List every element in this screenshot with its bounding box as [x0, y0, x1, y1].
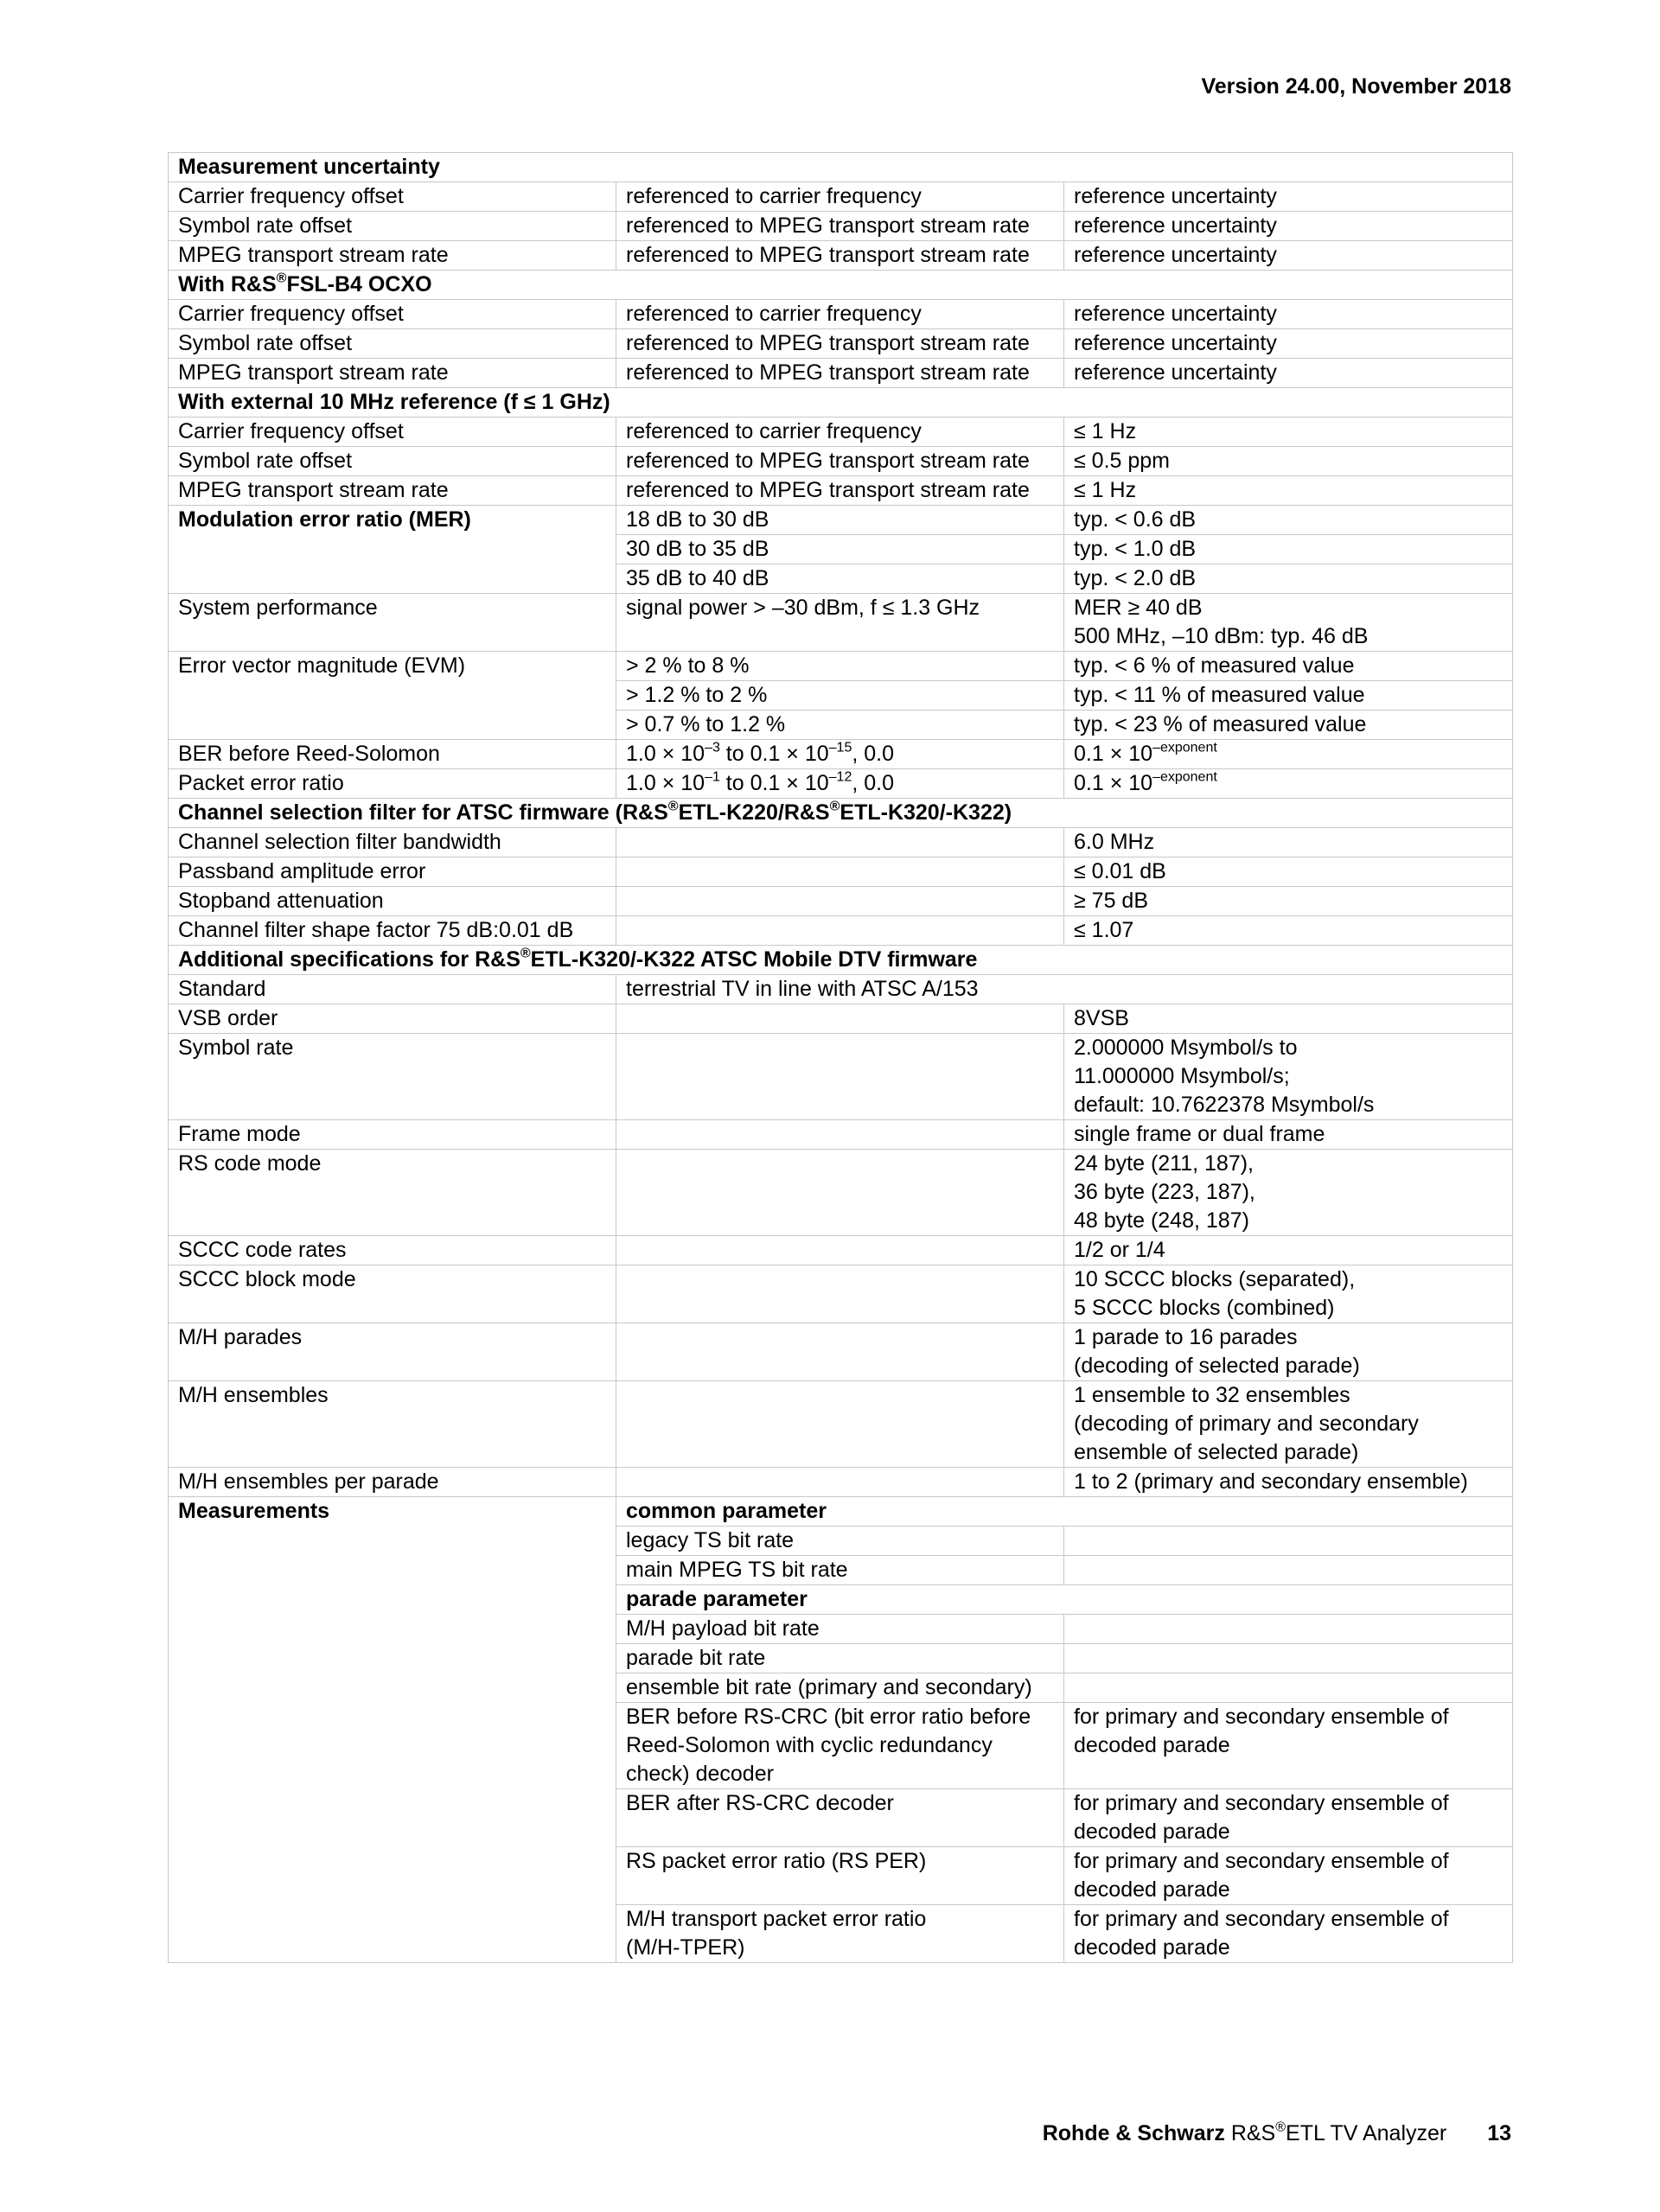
table-cell: reference uncertainty — [1064, 182, 1513, 212]
table-cell: typ. < 2.0 dB — [1064, 564, 1513, 594]
table-cell: ≤ 1.07 — [1064, 916, 1513, 946]
table-cell — [616, 1323, 1064, 1381]
table-cell: referenced to MPEG transport stream rate — [616, 212, 1064, 241]
table-cell: 10 SCCC blocks (separated), 5 SCCC blocks (combined) — [1064, 1265, 1513, 1323]
table-row — [169, 1468, 1513, 1497]
table-cell: typ. < 6 % of measured value — [1064, 652, 1513, 681]
table-row — [169, 1497, 1513, 1527]
table-row — [169, 1236, 1513, 1265]
table-cell: single frame or dual frame — [1064, 1120, 1513, 1150]
table-cell: M/H transport packet error ratio (M/H-TPER) — [616, 1905, 1064, 1963]
table-row — [169, 182, 1513, 212]
table-cell: RS packet error ratio (RS PER) — [616, 1847, 1064, 1905]
table-cell: reference uncertainty — [1064, 241, 1513, 271]
table-cell: reference uncertainty — [1064, 212, 1513, 241]
table-row — [169, 1004, 1513, 1034]
table-row — [169, 1034, 1513, 1120]
table-cell: Passband amplitude error — [169, 857, 616, 887]
table-row — [169, 1120, 1513, 1150]
table-cell: reference uncertainty — [1064, 329, 1513, 359]
table-cell: referenced to MPEG transport stream rate — [616, 359, 1064, 388]
section-header-row — [169, 799, 1513, 828]
table-cell — [616, 887, 1064, 916]
table-row — [169, 857, 1513, 887]
table-cell: reference uncertainty — [1064, 300, 1513, 329]
table-cell: ≤ 1 Hz — [1064, 418, 1513, 447]
table-cell: MPEG transport stream rate — [169, 476, 616, 506]
table-cell: for primary and secondary ensemble of decoded parade — [1064, 1789, 1513, 1847]
footer-brand: Rohde & Schwarz — [1042, 2121, 1225, 2145]
table-cell — [616, 1236, 1064, 1265]
table-cell: Error vector magnitude (EVM) — [169, 652, 616, 740]
table-cell: > 1.2 % to 2 % — [616, 681, 1064, 711]
table-cell: System performance — [169, 594, 616, 652]
table-cell: Measurements — [169, 1497, 616, 1963]
table-cell: > 0.7 % to 1.2 % — [616, 711, 1064, 740]
footer-product: R&S®ETL TV Analyzer — [1230, 2120, 1447, 2145]
table-row — [169, 1265, 1513, 1323]
table-cell: SCCC block mode — [169, 1265, 616, 1323]
table-cell — [616, 1120, 1064, 1150]
table-cell: MER ≥ 40 dB 500 MHz, –10 dBm: typ. 46 dB — [1064, 594, 1513, 652]
section-header-row — [169, 271, 1513, 300]
table-cell: $1.0 \times 10^{-1}$ to $0.1 \times 10^{-12}$, 0.0 — [616, 769, 1064, 799]
table-cell — [1064, 1615, 1513, 1644]
table-cell: MPEG transport stream rate — [169, 359, 616, 388]
table-cell: terrestrial TV in line with ATSC A/153 — [616, 975, 1513, 1004]
table-cell: referenced to carrier frequency — [616, 418, 1064, 447]
table-row — [169, 916, 1513, 946]
table-row — [169, 506, 1513, 535]
table-cell: Symbol rate offset — [169, 212, 616, 241]
table-cell: for primary and secondary ensemble of decoded parade — [1064, 1847, 1513, 1905]
table-row — [169, 652, 1513, 681]
table-cell: M/H ensembles per parade — [169, 1468, 616, 1497]
page-number: 13 — [1487, 2121, 1511, 2145]
table-cell: reference uncertainty — [1064, 359, 1513, 388]
table-row — [169, 594, 1513, 652]
table-row — [169, 975, 1513, 1004]
table-cell: Frame mode — [169, 1120, 616, 1150]
specifications-table — [168, 152, 1513, 1963]
table-cell: referenced to MPEG transport stream rate — [616, 241, 1064, 271]
table-cell: ≤ 0.5 ppm — [1064, 447, 1513, 476]
table-cell — [1064, 1673, 1513, 1703]
section-header-row — [169, 153, 1513, 182]
table-cell: typ. < 23 % of measured value — [1064, 711, 1513, 740]
table-cell: parade bit rate — [616, 1644, 1064, 1673]
table-cell: $0.1 \times 10^{-exponent}$ — [1064, 740, 1513, 769]
table-row — [169, 447, 1513, 476]
table-cell: 35 dB to 40 dB — [616, 564, 1064, 594]
table-cell: 1/2 or 1/4 — [1064, 1236, 1513, 1265]
table-cell: MPEG transport stream rate — [169, 241, 616, 271]
table-cell: M/H ensembles — [169, 1381, 616, 1468]
page-footer — [1043, 2121, 1511, 2146]
section-header: Measurement uncertainty — [169, 153, 1513, 182]
table-cell: $0.1 \times 10^{-exponent}$ — [1064, 769, 1513, 799]
section-header-row — [169, 946, 1513, 975]
table-cell: ensemble bit rate (primary and secondary) — [616, 1673, 1064, 1703]
table-cell: signal power > –30 dBm, f ≤ 1.3 GHz — [616, 594, 1064, 652]
table-cell: Channel filter shape factor 75 dB:0.01 dB — [169, 916, 616, 946]
table-cell: Symbol rate — [169, 1034, 616, 1120]
table-cell: typ. < 1.0 dB — [1064, 535, 1513, 564]
table-cell: > 2 % to 8 % — [616, 652, 1064, 681]
table-cell: referenced to MPEG transport stream rate — [616, 447, 1064, 476]
table-row — [169, 769, 1513, 799]
table-cell — [1064, 1556, 1513, 1585]
table-cell: Symbol rate offset — [169, 329, 616, 359]
section-header: Channel selection filter for ATSC firmware (R&S®ETL-K220/R&S®ETL-K320/-K322) — [169, 799, 1513, 828]
table-cell: Symbol rate offset — [169, 447, 616, 476]
table-row — [169, 476, 1513, 506]
table-cell: BER before RS-CRC (bit error ratio before Reed-Solomon with cyclic redundancy check) decoder — [616, 1703, 1064, 1789]
table-cell: BER after RS-CRC decoder — [616, 1789, 1064, 1847]
table-row — [169, 828, 1513, 857]
table-cell — [616, 857, 1064, 887]
version-label: Version 24.00, November 2018 — [1201, 74, 1511, 99]
table-cell: Packet error ratio — [169, 769, 616, 799]
section-header: With R&S®FSL-B4 OCXO — [169, 271, 1513, 300]
table-row — [169, 359, 1513, 388]
table-cell: for primary and secondary ensemble of decoded parade — [1064, 1703, 1513, 1789]
table-cell: parade parameter — [616, 1585, 1513, 1615]
table-cell: SCCC code rates — [169, 1236, 616, 1265]
table-cell: 8VSB — [1064, 1004, 1513, 1034]
table-cell: Modulation error ratio (MER) — [169, 506, 616, 594]
table-row — [169, 740, 1513, 769]
table-cell — [1064, 1644, 1513, 1673]
table-cell: 18 dB to 30 dB — [616, 506, 1064, 535]
section-header: Additional specifications for R&S®ETL-K320/-K322 ATSC Mobile DTV firmware — [169, 946, 1513, 975]
table-cell: legacy TS bit rate — [616, 1527, 1064, 1556]
table-cell: Channel selection filter bandwidth — [169, 828, 616, 857]
section-header-row — [169, 388, 1513, 418]
table-cell: main MPEG TS bit rate — [616, 1556, 1064, 1585]
table-cell: RS code mode — [169, 1150, 616, 1236]
table-cell: VSB order — [169, 1004, 616, 1034]
table-cell — [616, 1034, 1064, 1120]
table-cell: Carrier frequency offset — [169, 182, 616, 212]
table-row — [169, 329, 1513, 359]
table-cell — [1064, 1527, 1513, 1556]
table-cell: 6.0 MHz — [1064, 828, 1513, 857]
table-row — [169, 300, 1513, 329]
table-cell: M/H payload bit rate — [616, 1615, 1064, 1644]
table-row — [169, 1323, 1513, 1381]
table-cell: 24 byte (211, 187), 36 byte (223, 187), 48 byte (248, 187) — [1064, 1150, 1513, 1236]
table-cell: M/H parades — [169, 1323, 616, 1381]
table-row — [169, 418, 1513, 447]
table-cell: 1 parade to 16 parades (decoding of selected parade) — [1064, 1323, 1513, 1381]
table-row — [169, 887, 1513, 916]
table-cell: 30 dB to 35 dB — [616, 535, 1064, 564]
table-cell: common parameter — [616, 1497, 1513, 1527]
table-cell: for primary and secondary ensemble of decoded parade — [1064, 1905, 1513, 1963]
table-cell — [616, 1150, 1064, 1236]
table-cell: referenced to carrier frequency — [616, 182, 1064, 212]
table-row — [169, 212, 1513, 241]
table-cell: referenced to MPEG transport stream rate — [616, 476, 1064, 506]
section-header: With external 10 MHz reference (f ≤ 1 GHz) — [169, 388, 1513, 418]
table-cell — [616, 1004, 1064, 1034]
table-cell — [616, 916, 1064, 946]
table-cell: ≤ 1 Hz — [1064, 476, 1513, 506]
table-cell — [616, 1265, 1064, 1323]
table-cell: referenced to MPEG transport stream rate — [616, 329, 1064, 359]
table-row — [169, 1150, 1513, 1236]
table-cell: Stopband attenuation — [169, 887, 616, 916]
table-cell: BER before Reed-Solomon — [169, 740, 616, 769]
table-cell — [616, 828, 1064, 857]
table-cell: 2.000000 Msymbol/s to 11.000000 Msymbol/s; default: 10.7622378 Msymbol/s — [1064, 1034, 1513, 1120]
table-cell: typ. < 11 % of measured value — [1064, 681, 1513, 711]
table-cell: 1 to 2 (primary and secondary ensemble) — [1064, 1468, 1513, 1497]
table-cell: referenced to carrier frequency — [616, 300, 1064, 329]
table-cell: ≤ 0.01 dB — [1064, 857, 1513, 887]
table-cell: Carrier frequency offset — [169, 418, 616, 447]
table-cell: 1 ensemble to 32 ensembles (decoding of primary and secondary ensemble of selected parade) — [1064, 1381, 1513, 1468]
table-cell: Carrier frequency offset — [169, 300, 616, 329]
table-row — [169, 241, 1513, 271]
table-cell — [616, 1381, 1064, 1468]
table-cell: typ. < 0.6 dB — [1064, 506, 1513, 535]
table-row — [169, 1381, 1513, 1468]
table-cell — [616, 1468, 1064, 1497]
table-cell: $1.0 \times 10^{-3}$ to $0.1 \times 10^{-15}$, 0.0 — [616, 740, 1064, 769]
table-cell: Standard — [169, 975, 616, 1004]
table-cell: ≥ 75 dB — [1064, 887, 1513, 916]
